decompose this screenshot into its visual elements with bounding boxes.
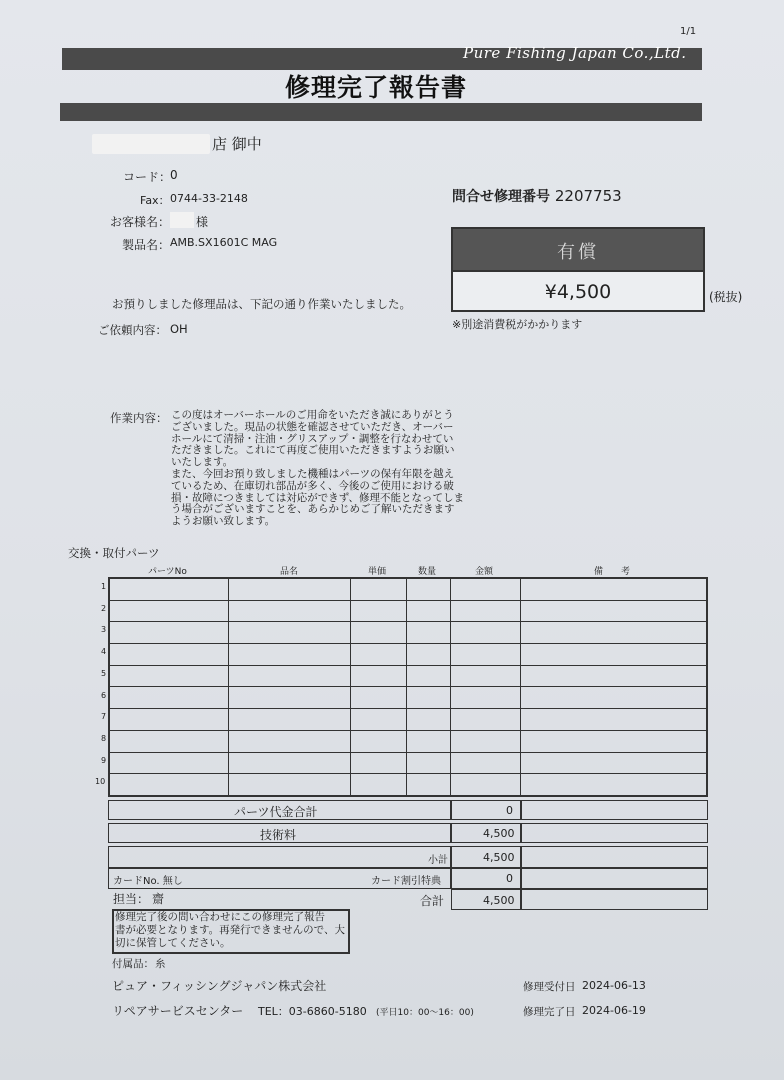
inquiry-repair-number (452, 186, 622, 206)
parts-cell (406, 644, 450, 666)
work-line: ているため、在庫切れ部品が多く、今後のご使用における破 (171, 479, 454, 492)
parts-cell (350, 687, 406, 709)
intro-text: お預りしました修理品は、下記の通り作業いたしました。 (112, 297, 411, 311)
total-value: 4,500 (483, 894, 515, 907)
parts-cell (520, 578, 707, 600)
parts-cell (109, 752, 228, 774)
parts-cell (520, 687, 707, 709)
parts-cell (228, 709, 350, 731)
parts-cell (228, 622, 350, 644)
parts-cell (450, 774, 520, 796)
notice-line: 修理完了後の問い合わせにこの修理完了報告 (115, 911, 325, 923)
parts-row-number: 5 (101, 668, 107, 678)
parts-row (109, 730, 707, 752)
paid-label: 有償 (557, 242, 599, 263)
company-name-en: Pure Fishing Japan Co.,Ltd. (463, 44, 687, 62)
notice-line: 切に保管してください。 (115, 937, 231, 949)
parts-cell (520, 730, 707, 752)
parts-cell (109, 709, 228, 731)
total-remark-cell (521, 889, 708, 910)
parts-row-number: 8 (101, 733, 107, 743)
parts-cell (228, 730, 350, 752)
parts-cell (520, 622, 707, 644)
work-line: ただきました。これにて再度ご使用いただきますようお願い (171, 444, 455, 457)
parts-row-number: 2 (101, 603, 107, 613)
parts-cell (228, 687, 350, 709)
parts-cell (109, 774, 228, 796)
parts-section-title: 交換・取付パーツ (68, 546, 160, 560)
parts-row-number: 6 (101, 690, 107, 700)
parts-cell (350, 752, 406, 774)
parts-row-number: 4 (101, 647, 107, 657)
col-item-name: 品名 (280, 567, 299, 577)
parts-cell (450, 578, 520, 600)
work-line: いたします。 (171, 456, 234, 469)
parts-cell (450, 709, 520, 731)
document-title: 修理完了報告書 (285, 73, 468, 102)
page-number: 1/1 (680, 26, 697, 37)
parts-cell (228, 665, 350, 687)
parts-cell (406, 774, 450, 796)
parts-cell (109, 665, 228, 687)
parts-cell (228, 774, 350, 796)
parts-row-number: 10 (95, 777, 106, 787)
parts-total-remark-cell (521, 800, 708, 820)
parts-cell (520, 709, 707, 731)
service-center: リペアサービスセンター (112, 1004, 244, 1018)
product-value: AMB.SX1601C MAG (170, 236, 278, 249)
parts-cell (520, 774, 707, 796)
col-parts-no: パーツNo (148, 567, 187, 577)
parts-cell (450, 644, 520, 666)
tech-fee-label: 技術料 (260, 828, 297, 842)
parts-cell (450, 752, 520, 774)
parts-cell (450, 730, 520, 752)
parts-total-value: 0 (506, 804, 513, 817)
accessories-value: 糸 (155, 958, 166, 970)
title-underline-band (60, 103, 702, 121)
parts-cell (228, 752, 350, 774)
parts-cell (520, 665, 707, 687)
parts-cell (109, 622, 228, 644)
work-label: 作業内容： (110, 411, 168, 425)
parts-cell (406, 687, 450, 709)
parts-cell (109, 687, 228, 709)
work-line: ようお願い致します。 (171, 515, 276, 528)
customer-name-redacted (170, 212, 194, 228)
parts-row (109, 665, 707, 687)
card-discount-label: カード割引特典 (371, 876, 441, 887)
service-tel: TEL：03-6860-5180 (258, 1005, 367, 1018)
shop-suffix: 店 御中 (212, 135, 262, 153)
parts-cell (406, 730, 450, 752)
subtotal-label-cell (108, 846, 451, 868)
completed-label: 修理完了日 (523, 1006, 576, 1018)
subtotal-value: 4,500 (483, 851, 515, 864)
work-line: この度はオーバーホールのご用命をいただき誠にありがとう (171, 409, 454, 421)
parts-cell (450, 687, 520, 709)
product-label: 製品名： (122, 238, 171, 252)
parts-row-number: 3 (101, 625, 107, 635)
col-unit-price: 単価 (368, 567, 387, 577)
request-label: ご依頼内容： (98, 323, 167, 337)
subtotal-remark-cell (521, 846, 708, 868)
parts-cell (406, 600, 450, 622)
received-label: 修理受付日 (523, 981, 576, 993)
parts-cell (406, 578, 450, 600)
parts-row (109, 600, 707, 622)
parts-cell (520, 600, 707, 622)
parts-row (109, 644, 707, 666)
parts-row (109, 774, 707, 796)
parts-cell (350, 774, 406, 796)
parts-cell (228, 578, 350, 600)
parts-cell (520, 644, 707, 666)
parts-total-label: パーツ代金合計 (234, 805, 318, 819)
request-value: OH (170, 322, 188, 336)
work-line: ございました。現品の状態を確認させていただき、オーバー (171, 420, 454, 433)
parts-cell (350, 622, 406, 644)
notice-line: 書が必要となります。再発行できませんので、大 (115, 924, 345, 936)
tech-fee-value: 4,500 (483, 827, 515, 840)
parts-cell (406, 665, 450, 687)
parts-cell (450, 600, 520, 622)
parts-row (109, 687, 707, 709)
company-name-jp: ピュア・フィッシングジャパン株式会社 (112, 979, 327, 993)
col-quantity: 数量 (418, 567, 437, 577)
fax-value: 0744-33-2148 (170, 192, 248, 205)
parts-row (109, 622, 707, 644)
notice-text (115, 911, 345, 950)
work-line: また、今回お預り致しました機種はパーツの保有年限を越え (171, 467, 455, 480)
parts-cell (350, 578, 406, 600)
col-remarks: 備 考 (594, 567, 631, 577)
parts-cell (109, 578, 228, 600)
parts-cell (406, 709, 450, 731)
work-line: 損・故障につきましては対応ができず、修理不能となってしま (171, 491, 464, 504)
fax-label: Fax： (140, 194, 170, 207)
parts-cell (228, 644, 350, 666)
col-amount: 金額 (475, 567, 494, 577)
tech-fee-remark-cell (521, 823, 708, 843)
inquiry-number: 2207753 (554, 187, 622, 205)
parts-cell (406, 622, 450, 644)
tax-label: (税抜) (709, 290, 743, 304)
parts-cell (520, 752, 707, 774)
work-line: う場合がございますことを、あらかじめご了解いただきます (171, 503, 455, 516)
parts-row (109, 709, 707, 731)
total-label: 合計 (420, 894, 445, 908)
parts-row-number: 9 (101, 755, 107, 765)
service-hours: (平日10：00～16：00) (376, 1008, 474, 1018)
subtotal-label: 小計 (428, 855, 448, 866)
parts-cell (450, 622, 520, 644)
parts-cell (350, 644, 406, 666)
parts-cell (406, 752, 450, 774)
parts-row-number: 7 (101, 712, 107, 722)
parts-table (108, 577, 708, 797)
staff-label: 担当： (113, 892, 150, 906)
code-label: コード： (123, 170, 172, 184)
parts-cell (350, 600, 406, 622)
parts-cell (109, 600, 228, 622)
parts-cell (228, 600, 350, 622)
parts-cell (450, 665, 520, 687)
price-value: ¥4,500 (544, 281, 612, 303)
customer-suffix: 様 (196, 215, 209, 229)
work-description (171, 410, 464, 528)
inquiry-label: 問合せ修理番号 (452, 189, 550, 205)
code-value: 0 (170, 168, 178, 182)
parts-cell (350, 709, 406, 731)
parts-row-number: 1 (101, 582, 107, 591)
parts-row (109, 578, 707, 600)
received-date: 2024-06-13 (582, 979, 646, 992)
parts-cell (109, 644, 228, 666)
work-line: ホールにて清掃・注油・グリスアップ・調整を行なわせてい (171, 432, 454, 445)
parts-cell (350, 665, 406, 687)
parts-cell (350, 730, 406, 752)
card-no-label: カードNo. 無し (113, 876, 183, 887)
staff-name: 齋 (152, 892, 165, 906)
tax-note: ※別途消費税がかかります (452, 318, 583, 331)
completed-date: 2024-06-19 (582, 1004, 646, 1017)
card-remark-cell (521, 868, 708, 889)
card-discount-value: 0 (506, 872, 513, 885)
parts-cell (109, 730, 228, 752)
customer-label: お客様名： (110, 215, 171, 229)
accessories-label: 付属品： (112, 958, 154, 970)
shop-name-redacted (92, 134, 210, 154)
parts-row (109, 752, 707, 774)
